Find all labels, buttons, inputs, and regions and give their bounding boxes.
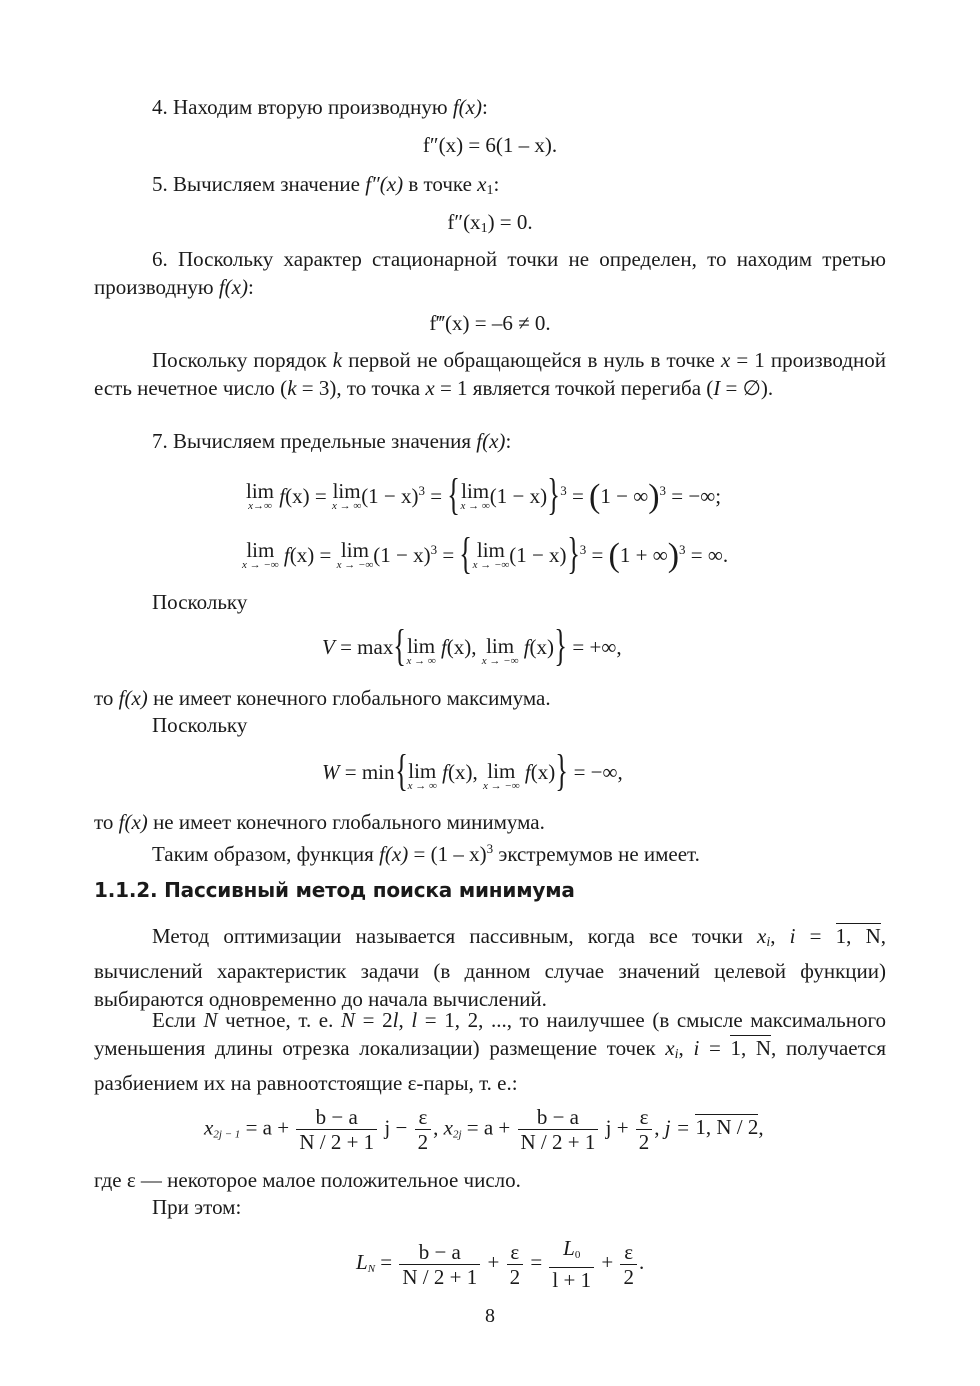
order-paragraph: Поскольку порядок k первой не обращающейся в нуль в точке x = 1 производной есть нечетное число (k = 3), то точка x = 1 является точкой перегиба (I = ∅).	[94, 348, 886, 400]
passive-definition-paragraph: Метод оптимизации называется пассивным, когда все точки $x_i$, i = 1, N, вычислений характеристик задачи (в данном случае значений целевой функции) выбираются одновременно до начала вычислений.	[94, 924, 887, 1011]
left-brace: {	[459, 529, 473, 578]
lim-operator: lim x → ∞	[331, 479, 362, 512]
equation-limit-minus-infinity: lim x → −∞ f(x) = lim x → −∞ $(1 - x)^3$ = { lim x → −∞ (1 − x)}$^3$ = (1 + ∞)$^3$ = ∞.	[242, 529, 729, 578]
at-this-paragraph: При этом:	[152, 1195, 242, 1219]
no-min-paragraph: то f(x) не имеет конечного глобального минимума.	[94, 810, 545, 834]
fraction: $\frac{L_0}{l + 1}$	[549, 1236, 594, 1292]
lim-operator: lim x→∞	[246, 479, 275, 512]
range-overline: 1, N	[730, 1036, 772, 1060]
page-number: 8	[485, 1305, 495, 1327]
since-paragraph-1: Поскольку	[152, 590, 248, 614]
equation-f2-at-x1: $f''(x_1) = 0$.	[447, 210, 533, 236]
equation-epsilon-pairs: $x_{2j - 1} = a$ + $\frac{b - a}{N / 2 + 1}$ j − $\frac{\varepsilon}{2}$ , $x_{2j} = a$ + $\frac{b - a}{N / 2 + 1}$ j + $\frac{\varepsilon}{2}$ , j = 1, N / 2,	[204, 1105, 764, 1154]
fraction: $\frac{\varepsilon}{2}$	[620, 1240, 637, 1289]
fraction: $\frac{\varepsilon}{2}$	[415, 1105, 432, 1154]
lim-operator: lim x → −∞	[472, 538, 510, 571]
section-heading: 1.1.2. Пассивный метод поиска минимума	[94, 878, 575, 902]
equation-third-derivative: f‴(x) = –6 ≠ 0.	[429, 311, 551, 335]
lim-operator: lim x → −∞	[481, 634, 519, 667]
lim-operator: lim x → −∞	[336, 538, 374, 571]
range-overline: 1, N	[835, 924, 881, 948]
lim-operator: lim x → −∞	[482, 759, 520, 792]
fraction: $\frac{b - a}{N / 2 + 1}$	[399, 1240, 480, 1289]
where-epsilon-paragraph: где ε — некоторое малое положительное число.	[94, 1168, 521, 1192]
conclusion-paragraph: Таким образом, функция f(x) = (1 – x)$^3$ экстремумов не имеет.	[152, 841, 700, 866]
right-brace: }	[554, 621, 567, 670]
equation-W-min: W = min{lim x → ∞ f(x), lim x → −∞ f(x)} = −∞,	[322, 746, 623, 795]
equation-LN: $L_N$ = $\frac{b - a}{N / 2 + 1}$ + $\frac{\varepsilon}{2}$ = $\frac{L_0}{l + 1}$ + $\frac{\varepsilon}{2}$ .	[356, 1236, 645, 1292]
lim-operator: lim x → ∞	[407, 759, 437, 792]
fraction: $\frac{\varepsilon}{2}$	[636, 1105, 653, 1154]
equation-V-max: V = max{lim x → ∞ f(x), lim x → −∞ f(x)} = +∞,	[322, 621, 622, 670]
right-brace: }	[547, 470, 560, 519]
fraction: $\frac{b - a}{N / 2 + 1}$	[518, 1105, 599, 1154]
left-brace: {	[447, 470, 461, 519]
since-paragraph-2: Поскольку	[152, 713, 248, 737]
step6-paragraph: 6. Поскольку характер стационарной точки не определен, то находим третью производную f(x):	[94, 247, 886, 299]
range-overline: 1, N / 2	[695, 1115, 759, 1140]
if-even-paragraph: Если N четное, т. е. N = 2l, l = 1, 2, ..., то наилучшее (в смысле максимального уменьшения длины отрезка локализации) размещение точек $x_i$, i = 1, N, получается разбиением их на равноотстоящие ε-пары, т. е.:	[94, 1008, 887, 1095]
lim-operator: lim x → ∞	[406, 634, 436, 667]
right-brace: }	[566, 529, 580, 578]
left-brace: {	[393, 621, 407, 670]
lim-operator: lim x → −∞	[242, 538, 279, 571]
step5-paragraph: 5. Вычисляем значение f″(x) в точке $x_1$:	[152, 172, 500, 198]
step7-paragraph: 7. Вычисляем предельные значения f(x):	[152, 429, 512, 453]
no-max-paragraph: то f(x) не имеет конечного глобального максимума.	[94, 686, 551, 710]
equation-second-derivative: f″(x) = 6(1 – x).	[422, 133, 558, 157]
left-brace: {	[394, 746, 408, 795]
equation-limit-plus-infinity: lim x→∞ f(x) = lim x → ∞ $(1 - x)^3 = \{\lim$ x → ∞ (1 − x)}$^3$ = (1 − ∞)$^3$ = −∞;	[246, 470, 722, 519]
lim-operator: lim x → ∞	[460, 479, 490, 512]
fraction: $\frac{b - a}{N / 2 + 1}$	[296, 1105, 377, 1154]
step4-paragraph: 4. Находим вторую производную f(x):	[152, 95, 488, 119]
fraction: $\frac{\varepsilon}{2}$	[507, 1240, 524, 1289]
right-brace: }	[555, 746, 569, 795]
